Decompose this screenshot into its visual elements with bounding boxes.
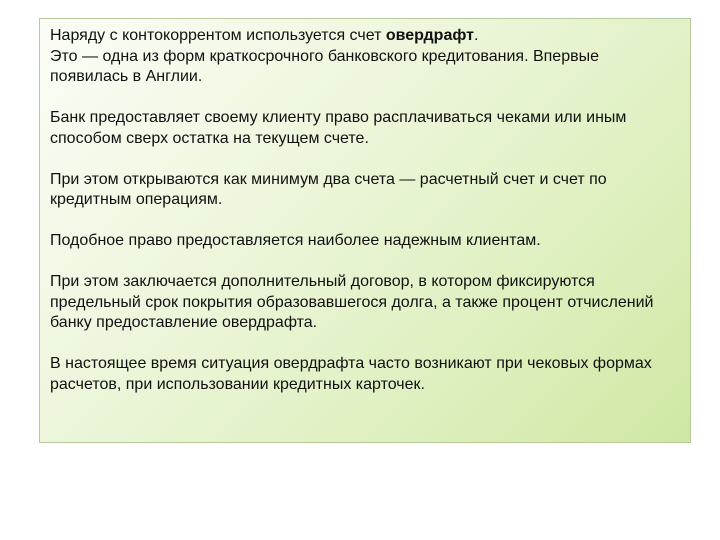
paragraph-current-situation: В настоящее время ситуация овердрафта часто возникают при чековых формах расчетов, при использовании кредитных карточек. xyxy=(50,355,652,393)
paragraph-bank-right: Банк предоставляет своему клиенту право расплачиваться чеками или иным способом сверх остатка на текущем счете. xyxy=(50,109,627,147)
paragraph-rest: Это — одна из форм краткосрочного банковского кредитования. Впервые появилась в Англии. xyxy=(50,47,599,85)
paragraph-lead: Наряду с контокоррентом используется счет xyxy=(50,27,386,44)
paragraph-two-accounts: При этом открываются как минимум два счета — расчетный счет и счет по кредитным операциям. xyxy=(50,170,607,208)
term-overdraft: овердрафт xyxy=(385,27,474,44)
paragraph-overdraft-definition xyxy=(50,26,680,88)
paragraph-punct: . xyxy=(473,27,479,44)
paragraph-reliable-clients: Подобное право предоставляется наиболее надежным клиентам. xyxy=(50,232,541,249)
paragraph-additional-contract: При этом заключается дополнительный договор, в котором фиксируются предельный срок покрытия образовавшегося долга, а также процент отчислений банку предоставление овердрафта. xyxy=(50,273,654,331)
text-box xyxy=(39,18,691,443)
